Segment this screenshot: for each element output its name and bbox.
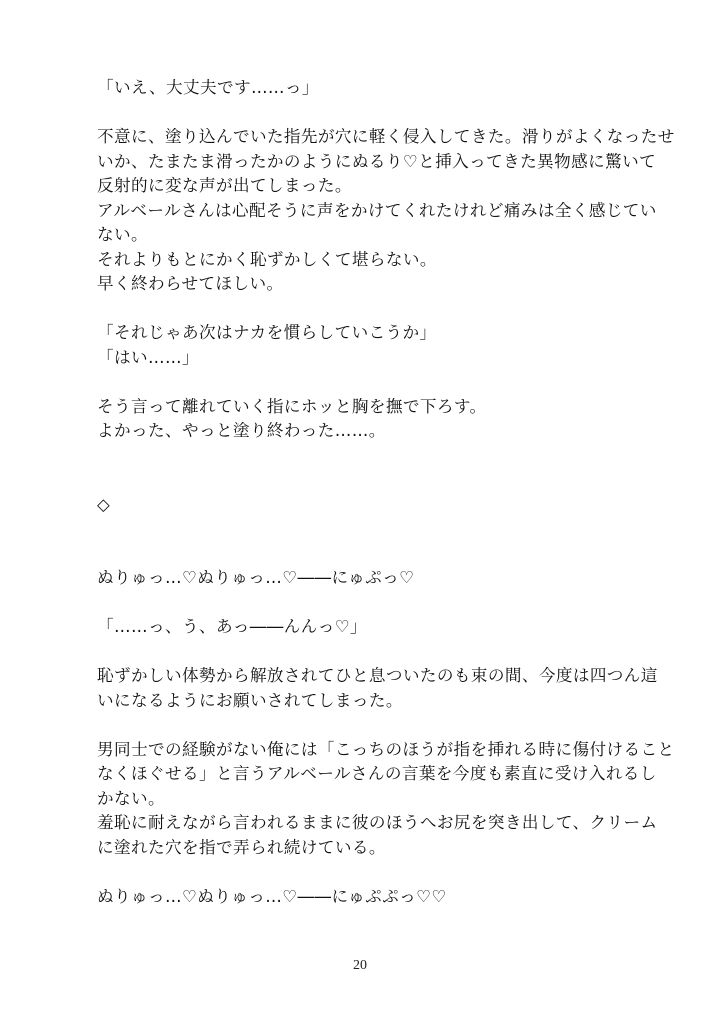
- blank-line: [97, 517, 627, 542]
- dialogue-line: 「それじゃあ次はナカを慣らしていこうか」: [97, 323, 437, 342]
- sound-effect-line: ぬりゅっ…♡ぬりゅっ…♡――にゅぷっ♡: [97, 568, 415, 587]
- blank-line: [97, 370, 627, 395]
- blank-line: [97, 713, 627, 738]
- text-line: そう言って離れていく指にホッと胸を撫で下ろす。: [97, 396, 487, 416]
- blank-line: [97, 860, 627, 885]
- sound-effect-line: ぬりゅっ…♡ぬりゅっ…♡――にゅぷぷっ♡♡: [97, 886, 447, 906]
- blank-line: [97, 640, 627, 665]
- text-line: 早く終わらせてほしい。: [97, 274, 284, 293]
- text-line: 男同士での経験がない俺には「こっちのほうが指を挿れる時に傷付けること: [97, 739, 675, 759]
- text-line: 不意に、塗り込んでいた指先が穴に軽く侵入してきた。滑りがよくなったせ: [97, 127, 675, 146]
- text-line: いになるようにお願いされてしまった。: [97, 690, 403, 710]
- text-line: アルベールさんは心配そうに声をかけてくれたけれど痛みは全く感じてい: [97, 200, 657, 220]
- blank-line: [97, 297, 627, 322]
- scene-break-diamond: ◇: [97, 494, 111, 514]
- dialogue-line: 「……っ、う、あっ――んんっ♡」: [97, 617, 368, 636]
- text-line: いか、たまたま滑ったかのようにぬるり♡と挿入ってきた異物感に驚いて: [97, 151, 657, 171]
- page-number: 20: [353, 958, 367, 973]
- blank-line: [97, 468, 627, 493]
- blank-line: [97, 591, 627, 616]
- document-body: [97, 76, 675, 909]
- dialogue-line: 「はい……」: [97, 347, 199, 367]
- blank-line: [97, 101, 627, 126]
- text-line: に塗れた穴を指で弄られ続けている。: [97, 837, 386, 857]
- text-line: ない。: [97, 225, 148, 244]
- text-line: 羞恥に耐えながら言われるままに彼のほうへお尻を突き出して、クリーム: [97, 813, 658, 832]
- text-line: よかった、やっと塗り終わった……。: [97, 421, 386, 440]
- text-line: それよりもとにかく恥ずかしくて堪らない。: [97, 249, 437, 269]
- text-line: なくほぐせる」と言うアルベールさんの言葉を今度も素直に受け入れるし: [97, 764, 657, 783]
- dialogue-line: 「いえ、大丈夫です……っ」: [97, 78, 319, 97]
- blank-line: [97, 542, 627, 567]
- text-line: かない。: [97, 788, 165, 808]
- text-line: 恥ずかしい体勢から解放されてひと息ついたのも束の間、今度は四つん這: [97, 666, 658, 685]
- text-line: 反射的に変な声が出てしまった。: [97, 176, 352, 195]
- blank-line: [97, 444, 627, 469]
